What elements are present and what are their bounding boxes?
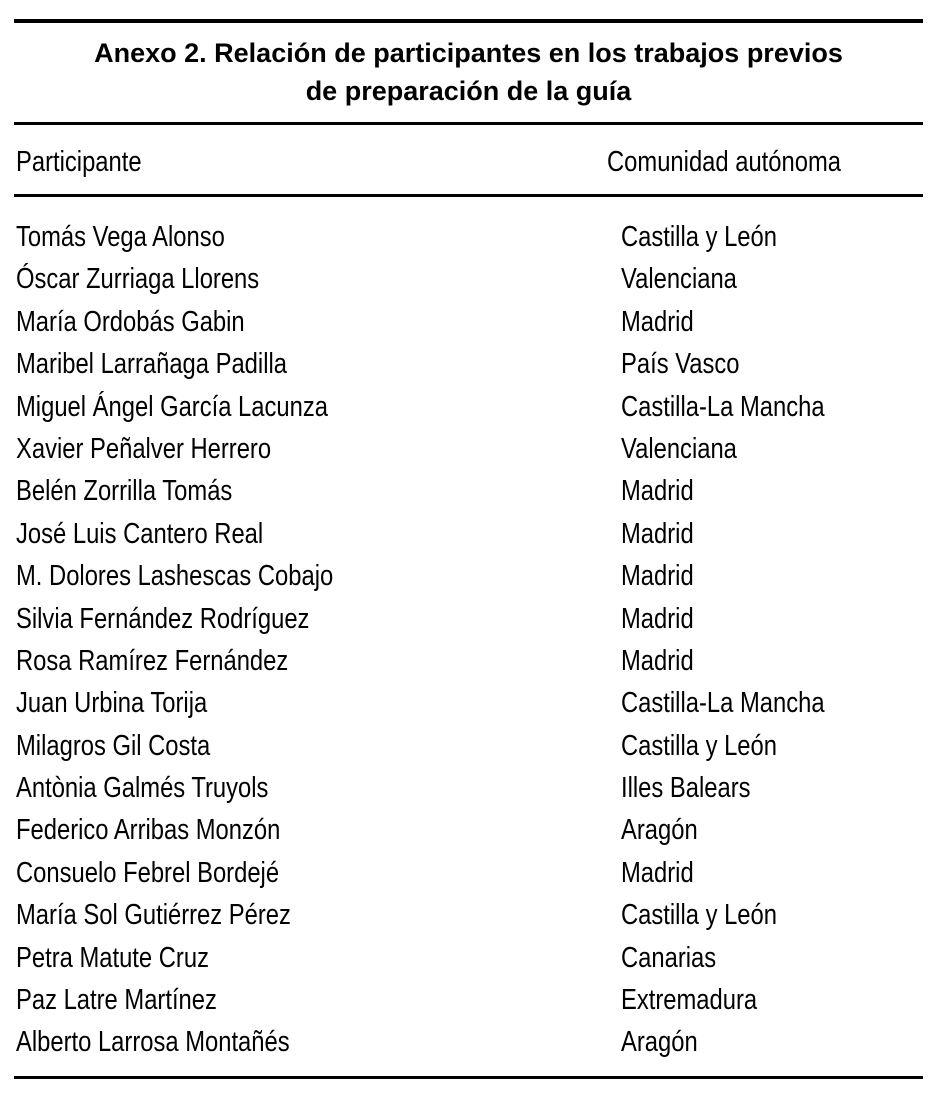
participant-region: Madrid xyxy=(621,856,694,889)
participant-region: Madrid xyxy=(621,475,694,508)
participant-name: María Ordobás Gabin xyxy=(16,305,245,338)
participant-name: José Luis Cantero Real xyxy=(16,517,264,550)
participant-region: Illes Balears xyxy=(621,772,751,805)
annex-title xyxy=(14,34,923,110)
table-row xyxy=(14,682,923,724)
participant-region: Extremadura xyxy=(621,984,758,1017)
participant-region: País Vasco xyxy=(621,348,740,381)
table-row xyxy=(14,470,923,512)
participant-name: Antònia Galmés Truyols xyxy=(16,772,269,805)
participant-name: Xavier Peñalver Herrero xyxy=(16,432,272,465)
participant-region: Canarias xyxy=(621,941,717,974)
participant-name: Tomás Vega Alonso xyxy=(16,221,225,253)
participant-name: Petra Matute Cruz xyxy=(16,941,209,974)
participant-region: Madrid xyxy=(621,560,694,593)
table-row xyxy=(14,343,923,385)
participant-region: Castilla y León xyxy=(621,899,777,932)
annex-title-line-1: Anexo 2. Relación de participantes en los trabajos previos xyxy=(94,38,843,68)
participant-name: Federico Arribas Monzón xyxy=(16,814,281,847)
bottom-rule xyxy=(14,1076,923,1079)
table-row xyxy=(14,852,923,894)
table-row xyxy=(14,894,923,936)
participant-name: Miguel Ángel García Lacunza xyxy=(16,390,328,423)
participant-region: Castilla-La Mancha xyxy=(621,390,825,423)
table-header xyxy=(14,138,923,186)
table-row xyxy=(14,725,923,767)
table-row xyxy=(14,428,923,470)
participant-region: Madrid xyxy=(621,602,694,635)
participant-region: Aragón xyxy=(621,814,698,847)
participant-name: Milagros Gil Costa xyxy=(16,729,211,762)
participant-name: Rosa Ramírez Fernández xyxy=(16,644,289,677)
participant-region: Aragón xyxy=(621,1026,698,1059)
participant-region: Madrid xyxy=(621,644,694,677)
participant-name: M. Dolores Lashescas Cobajo xyxy=(16,560,334,593)
table-row xyxy=(14,258,923,300)
header-rule xyxy=(14,194,923,197)
table-row xyxy=(14,555,923,597)
participant-name: Juan Urbina Torija xyxy=(16,687,208,720)
title-rule xyxy=(14,122,923,125)
table-row xyxy=(14,301,923,343)
table-row xyxy=(14,937,923,979)
participant-region: Castilla y León xyxy=(621,729,777,762)
participant-region: Castilla y León xyxy=(621,221,777,253)
participant-name: Belén Zorrilla Tomás xyxy=(16,475,233,508)
table-row xyxy=(14,979,923,1021)
top-rule xyxy=(14,19,923,23)
participant-region: Valenciana xyxy=(621,432,737,465)
region-column-header: Comunidad autónoma xyxy=(607,146,841,178)
annex-title-line-2: de preparación de la guía xyxy=(305,76,632,106)
table-row xyxy=(14,809,923,851)
participant-name: Consuelo Febrel Bordejé xyxy=(16,856,280,889)
participant-name: Silvia Fernández Rodríguez xyxy=(16,602,310,635)
table-row xyxy=(14,598,923,640)
participant-name: Paz Latre Martínez xyxy=(16,984,217,1017)
participant-region: Valenciana xyxy=(621,263,737,296)
participant-region: Madrid xyxy=(621,305,694,338)
participant-region: Castilla-La Mancha xyxy=(621,687,825,720)
table-row xyxy=(14,513,923,555)
participants-table xyxy=(14,216,923,1064)
table-row xyxy=(14,386,923,428)
participant-name: Alberto Larrosa Montañés xyxy=(16,1026,290,1059)
table-row xyxy=(14,767,923,809)
annex-page xyxy=(14,0,924,1100)
participant-name: María Sol Gutiérrez Pérez xyxy=(16,899,291,932)
table-row xyxy=(14,640,923,682)
participant-name: Óscar Zurriaga Llorens xyxy=(16,263,260,296)
participant-name: Maribel Larrañaga Padilla xyxy=(16,348,287,381)
participant-column-header: Participante xyxy=(16,146,142,178)
participant-region: Madrid xyxy=(621,517,694,550)
table-row xyxy=(14,216,923,258)
table-row xyxy=(14,1021,923,1063)
